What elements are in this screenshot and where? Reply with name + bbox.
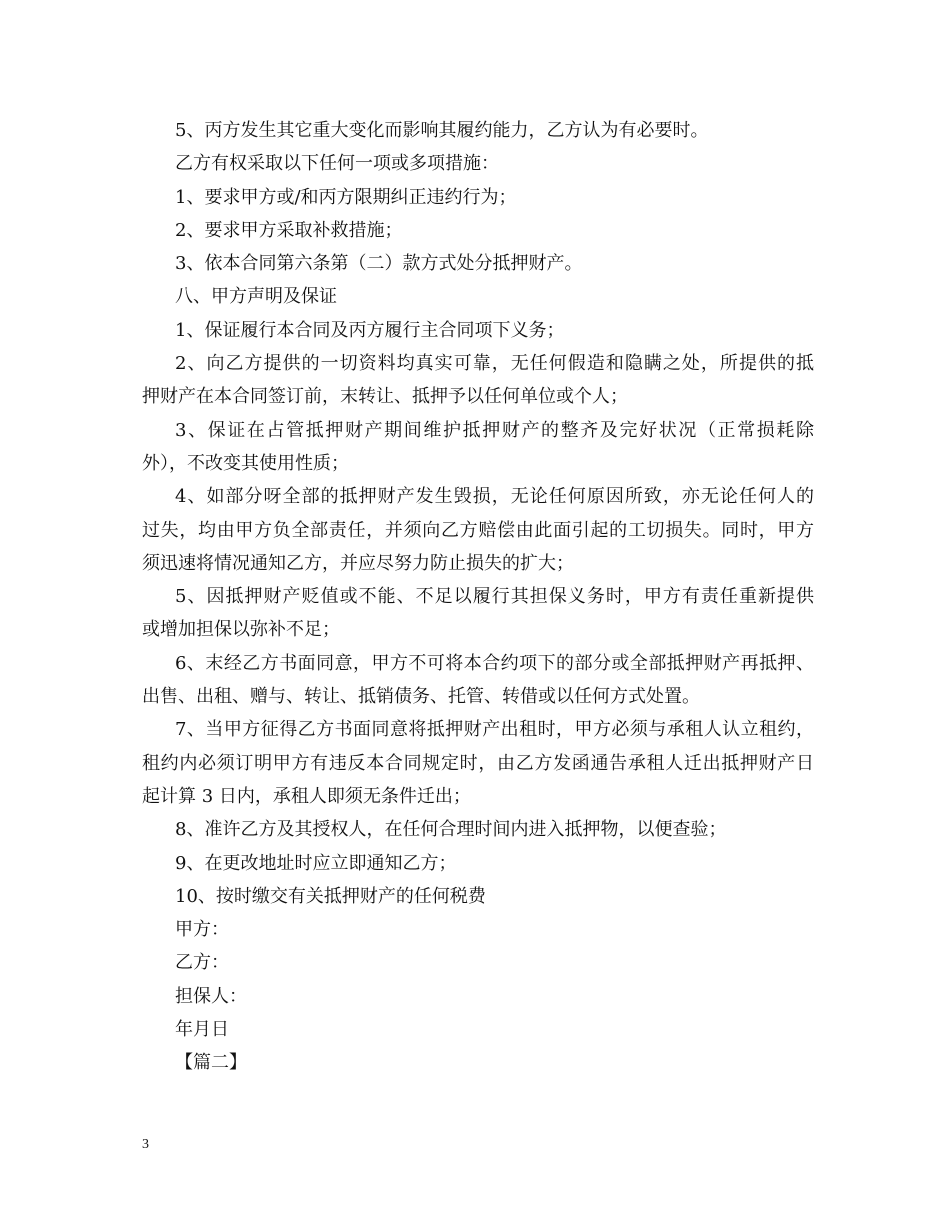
paragraph-line: 2、向乙方提供的一切资料均真实可靠，无任何假造和隐瞒之处，所提供的抵 (175, 353, 814, 375)
paragraph-line: 4、如部分呀全部的抵押财产发生毁损，无论任何原因所致，亦无论任何人的 (175, 486, 814, 508)
paragraph-line: 租约内必须订明甲方有违反本合同规定时，由乙方发函通告承租人迁出抵押财产日 (142, 752, 814, 774)
paragraph-line: 2、要求甲方采取补救措施； (175, 219, 403, 241)
paragraph-line: 10、按时缴交有关抵押财产的任何税费 (175, 885, 486, 907)
paragraph-line: 7、当甲方征得乙方书面同意将抵押财产出租时，甲方必须与承租人认立租约， (175, 719, 814, 741)
paragraph-line: 外），不改变其使用性质； (142, 452, 349, 474)
signature-guarantor: 担保人： (175, 985, 247, 1007)
paragraph-line: 9、在更改地址时应立即通知乙方； (175, 852, 457, 874)
document-body (142, 114, 814, 1080)
signature-party-a: 甲方： (175, 919, 229, 941)
page-number: 3 (142, 1137, 149, 1152)
paragraph-line: 或增加担保以弥补不足； (142, 619, 340, 641)
paragraph-line: 3、依本合同第六条第（二）款方式处分抵押财产。 (175, 253, 583, 275)
signature-party-b: 乙方： (175, 952, 229, 974)
next-section-heading: 【篇二】 (175, 1052, 247, 1074)
paragraph-line: 乙方有权采取以下任何一项或多项措施： (175, 153, 499, 175)
paragraph-line: 1、保证履行本合同及丙方履行主合同项下义务； (175, 319, 565, 341)
signature-date: 年月日 (175, 1019, 229, 1041)
paragraph-line: 过失，均由甲方负全部责任，并须向乙方赔偿由此面引起的工切损失。同时，甲方 (142, 519, 814, 541)
section-heading: 八、甲方声明及保证 (175, 286, 337, 308)
paragraph-line: 押财产在本合同签订前，末转让、抵押予以任何单位或个人； (142, 386, 628, 408)
paragraph-line: 5、因抵押财产贬值或不能、不足以履行其担保义务时，甲方有责任重新提供 (175, 586, 814, 608)
paragraph-line: 6、末经乙方书面同意，甲方不可将本合约项下的部分或全部抵押财产再抵押、 (175, 652, 814, 674)
paragraph-line: 须迅速将情况通知乙方，并应尽努力防止损失的扩大； (142, 552, 574, 574)
paragraph-line: 8、准许乙方及其授权人，在任何合理时间内进入抵押物，以便查验； (175, 819, 727, 841)
paragraph-line: 起计算 3 日内，承租人即须无条件迁出； (142, 785, 471, 807)
paragraph-line: 5、丙方发生其它重大变化而影响其履约能力，乙方认为有必要时。 (175, 120, 709, 141)
paragraph-line: 出售、出租、赠与、转让、抵销债务、托管、转借或以任何方式处置。 (142, 686, 700, 708)
paragraph-line: 1、要求甲方或/和丙方限期纠正违约行为； (175, 186, 517, 208)
paragraph-line: 3、保证在占管抵押财产期间维护抵押财产的整齐及完好状况（正常损耗除 (175, 419, 814, 441)
